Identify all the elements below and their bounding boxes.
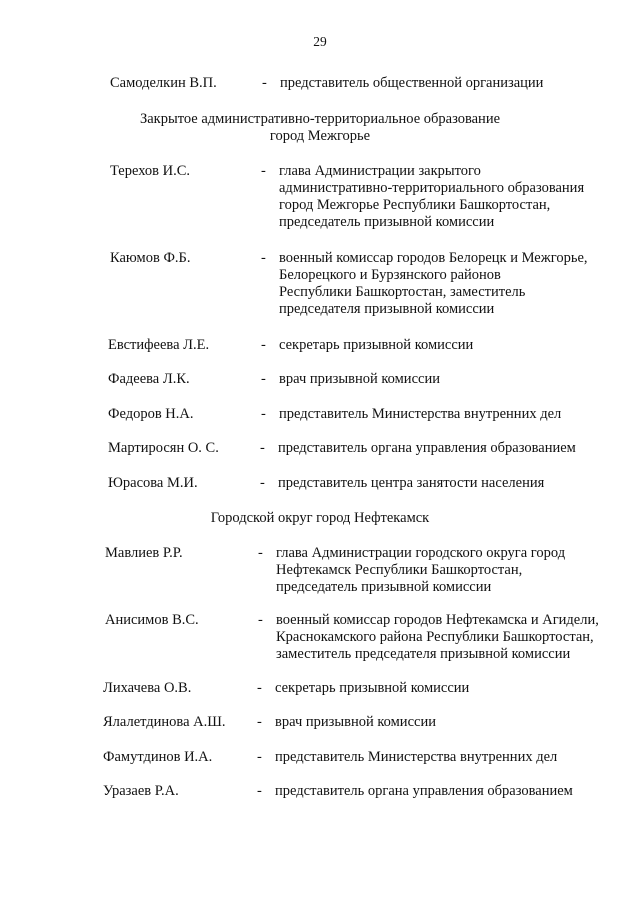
member-role-line: Краснокамского района Республики Башкортостан, bbox=[276, 629, 594, 645]
member-name: Фадеева Л.К. bbox=[108, 371, 190, 387]
dash-separator: - bbox=[261, 406, 266, 422]
member-name: Терехов И.С. bbox=[110, 163, 191, 179]
member-role-line: представитель общественной организации bbox=[280, 75, 544, 91]
member-role bbox=[276, 612, 599, 663]
section-heading-line: Закрытое административно-территориальное образование bbox=[139, 111, 501, 127]
member-name: Лихачева О.В. bbox=[103, 680, 192, 696]
member-role-line: представитель органа управления образованием bbox=[275, 783, 573, 799]
section-heading-line: Городской округ город Нефтекамск bbox=[210, 510, 430, 526]
member-role-line: глава Администрации закрытого bbox=[279, 163, 481, 179]
member-name: Каюмов Ф.Б. bbox=[110, 250, 191, 266]
member-role-line: врач призывной комиссии bbox=[279, 371, 440, 387]
member-name: Юрасова М.И. bbox=[108, 475, 198, 491]
member-role bbox=[275, 680, 469, 697]
member-role bbox=[279, 250, 588, 318]
dash-separator: - bbox=[260, 475, 265, 491]
dash-separator: - bbox=[260, 440, 265, 456]
member-role bbox=[279, 406, 561, 423]
dash-separator: - bbox=[257, 714, 262, 730]
member-role bbox=[275, 783, 573, 800]
member-role-line: представитель Министерства внутренних дел bbox=[279, 406, 562, 422]
member-role-line: председатель призывной комиссии bbox=[279, 214, 495, 230]
member-name: Самоделкин В.П. bbox=[110, 75, 217, 91]
member-name: Евстифеева Л.Е. bbox=[108, 337, 210, 353]
member-role-line: заместитель председателя призывной комиссии bbox=[276, 646, 571, 662]
member-name: Мартиросян О. С. bbox=[108, 440, 219, 456]
member-name: Ялалетдинова А.Ш. bbox=[103, 714, 226, 730]
member-name: Мавлиев Р.Р. bbox=[105, 545, 183, 561]
member-name: Уразаев Р.А. bbox=[103, 783, 179, 799]
member-role-line: председателя призывной комиссии bbox=[279, 301, 495, 317]
dash-separator: - bbox=[257, 783, 262, 799]
member-role bbox=[280, 75, 543, 92]
member-role-line: административно-территориального образования bbox=[279, 180, 585, 196]
dash-separator: - bbox=[261, 337, 266, 353]
member-role bbox=[278, 475, 544, 492]
member-role-line: представитель Министерства внутренних дел bbox=[275, 749, 558, 765]
member-role bbox=[275, 749, 557, 766]
dash-separator: - bbox=[257, 680, 262, 696]
section-heading-mezhgorye bbox=[0, 111, 640, 145]
member-role-line: секретарь призывной комиссии bbox=[279, 337, 474, 353]
member-role-line: представитель центра занятости населения bbox=[278, 475, 545, 491]
member-role bbox=[279, 371, 440, 388]
dash-separator: - bbox=[261, 371, 266, 387]
dash-separator: - bbox=[261, 250, 266, 266]
member-role-line: город Межгорье Республики Башкортостан, bbox=[279, 197, 551, 213]
member-role-line: председатель призывной комиссии bbox=[276, 579, 492, 595]
dash-separator: - bbox=[258, 612, 263, 628]
member-role-line: представитель органа управления образованием bbox=[278, 440, 576, 456]
page-number: 29 bbox=[313, 34, 327, 49]
dash-separator: - bbox=[262, 75, 267, 91]
member-role-line: Республики Башкортостан, заместитель bbox=[279, 284, 526, 300]
dash-separator: - bbox=[258, 545, 263, 561]
member-name: Анисимов В.С. bbox=[105, 612, 199, 628]
member-role-line: военный комиссар городов Белорецк и Межгорье, bbox=[279, 250, 588, 266]
member-name: Федоров Н.А. bbox=[108, 406, 194, 422]
section-heading-neftekamsk bbox=[0, 510, 640, 527]
member-role bbox=[279, 337, 473, 354]
member-name: Фамутдинов И.А. bbox=[103, 749, 213, 765]
section-heading-line: город Межгорье bbox=[269, 128, 371, 144]
member-role-line: секретарь призывной комиссии bbox=[275, 680, 470, 696]
member-role bbox=[279, 163, 584, 231]
member-role-line: глава Администрации городского округа город bbox=[276, 545, 566, 561]
member-role bbox=[278, 440, 576, 457]
member-role-line: врач призывной комиссии bbox=[275, 714, 436, 730]
member-role bbox=[276, 545, 565, 596]
dash-separator: - bbox=[261, 163, 266, 179]
member-role-line: военный комиссар городов Нефтекамска и Агидели, bbox=[276, 612, 599, 628]
member-role-line: Белорецкого и Бурзянского районов bbox=[279, 267, 501, 283]
member-role-line: Нефтекамск Республики Башкортостан, bbox=[276, 562, 523, 578]
dash-separator: - bbox=[257, 749, 262, 765]
member-role bbox=[275, 714, 436, 731]
